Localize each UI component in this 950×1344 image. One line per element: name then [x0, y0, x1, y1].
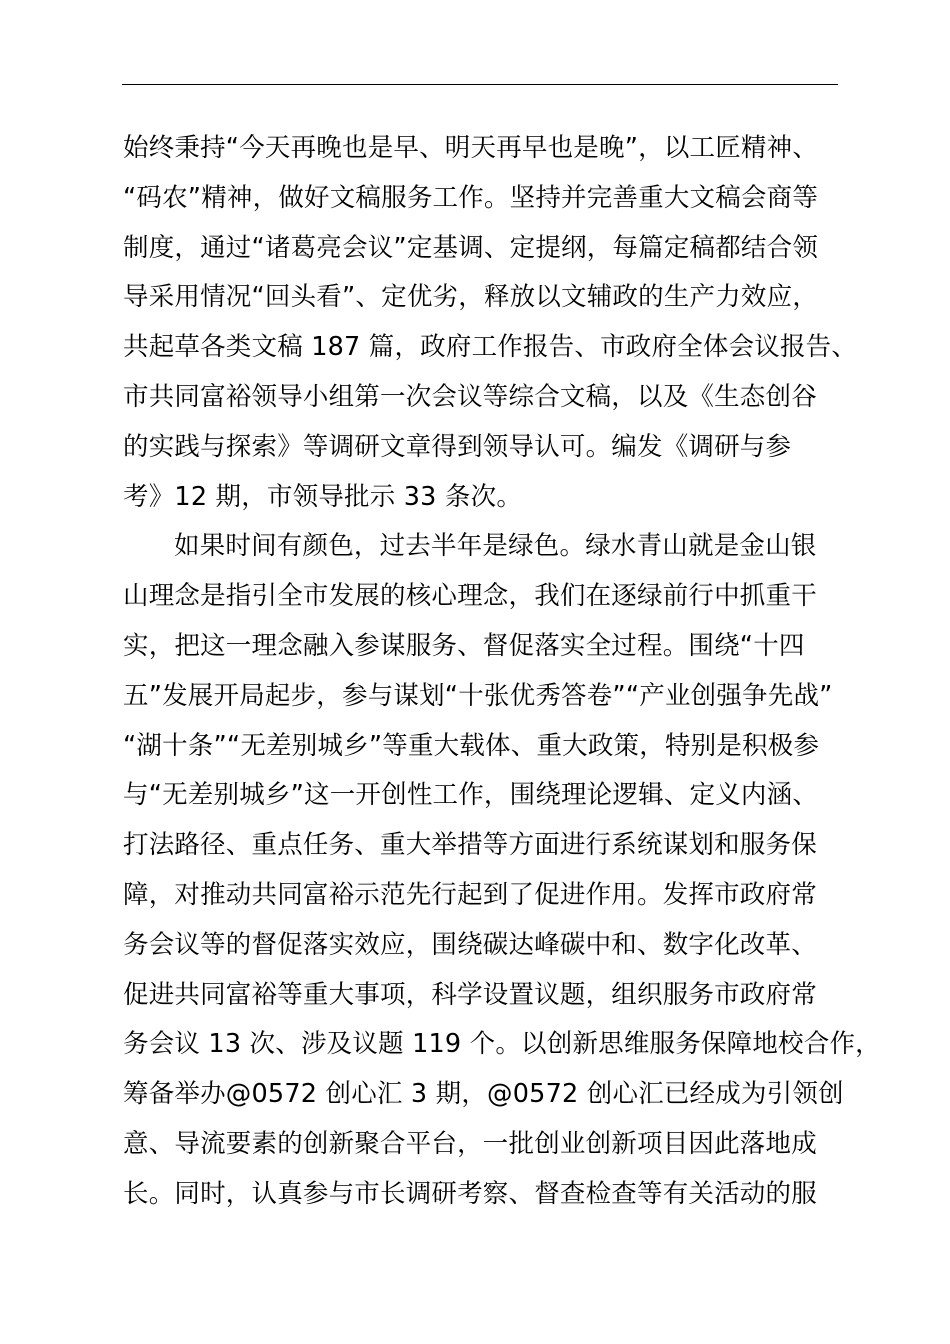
document-body	[123, 124, 881, 1220]
text-line: 导采用情况“回头看”、定优劣，释放以文辅政的生产力效应，	[123, 282, 819, 313]
text-line: 长。同时，认真参与市长调研考察、督查检查等有关活动的服	[123, 1178, 817, 1209]
text-line: 务会议等的督促落实效应，围绕碳达峰碳中和、数字化改革、	[123, 929, 817, 960]
text-line: 制度，通过“诸葛亮会议”定基调、定提纲，每篇定稿都结合领	[123, 232, 819, 263]
text-line: 山理念是指引全市发展的核心理念，我们在逐绿前行中抓重干	[123, 581, 817, 612]
text-line: 如果时间有颜色，过去半年是绿色。绿水青山就是金山银	[174, 531, 817, 562]
text-line: 打法路径、重点任务、重大举措等方面进行系统谋划和服务保	[123, 830, 817, 861]
text-line: 务会议 13 次、涉及议题 119 个。以创新思维服务保障地校合作，	[123, 1029, 881, 1060]
text-line: 考》12 期，市领导批示 33 条次。	[123, 481, 523, 512]
text-line: “码农”精神，做好文稿服务工作。坚持并完善重大文稿会商等	[123, 182, 819, 213]
text-line: 共起草各类文稿 187 篇，政府工作报告、市政府全体会议报告、	[123, 332, 858, 363]
header-rule	[122, 84, 838, 85]
text-line: 的实践与探索》等调研文章得到领导认可。编发《调研与参	[123, 431, 792, 462]
text-line: 五”发展开局起步，参与谋划“十张优秀答卷”“产业创强争先战”	[123, 680, 833, 711]
text-line: 市共同富裕领导小组第一次会议等综合文稿，以及《生态创谷	[123, 381, 817, 412]
text-line: 意、导流要素的创新聚合平台，一批创业创新项目因此落地成	[123, 1128, 817, 1159]
paragraph-1	[123, 124, 863, 522]
text-line: 实，把这一理念融入参谋服务、督促落实全过程。围绕“十四	[123, 630, 805, 661]
text-line: “湖十条”“无差别城乡”等重大载体、重大政策，特别是积极参	[123, 730, 820, 761]
text-line: 始终秉持“今天再晚也是早、明天再早也是晚”，以工匠精神、	[123, 133, 819, 163]
text-line: 筹备举办@0572 创心汇 3 期，@0572 创心汇已经成为引领创	[123, 1079, 844, 1110]
text-line: 与“无差别城乡”这一开创性工作，围绕理论逻辑、定义内涵、	[123, 780, 819, 811]
text-line: 障，对推动共同富裕示范先行起到了促进作用。发挥市政府常	[123, 879, 817, 910]
paragraph-2	[123, 522, 881, 1219]
text-line: 促进共同富裕等重大事项，科学设置议题，组织服务市政府常	[123, 979, 817, 1010]
